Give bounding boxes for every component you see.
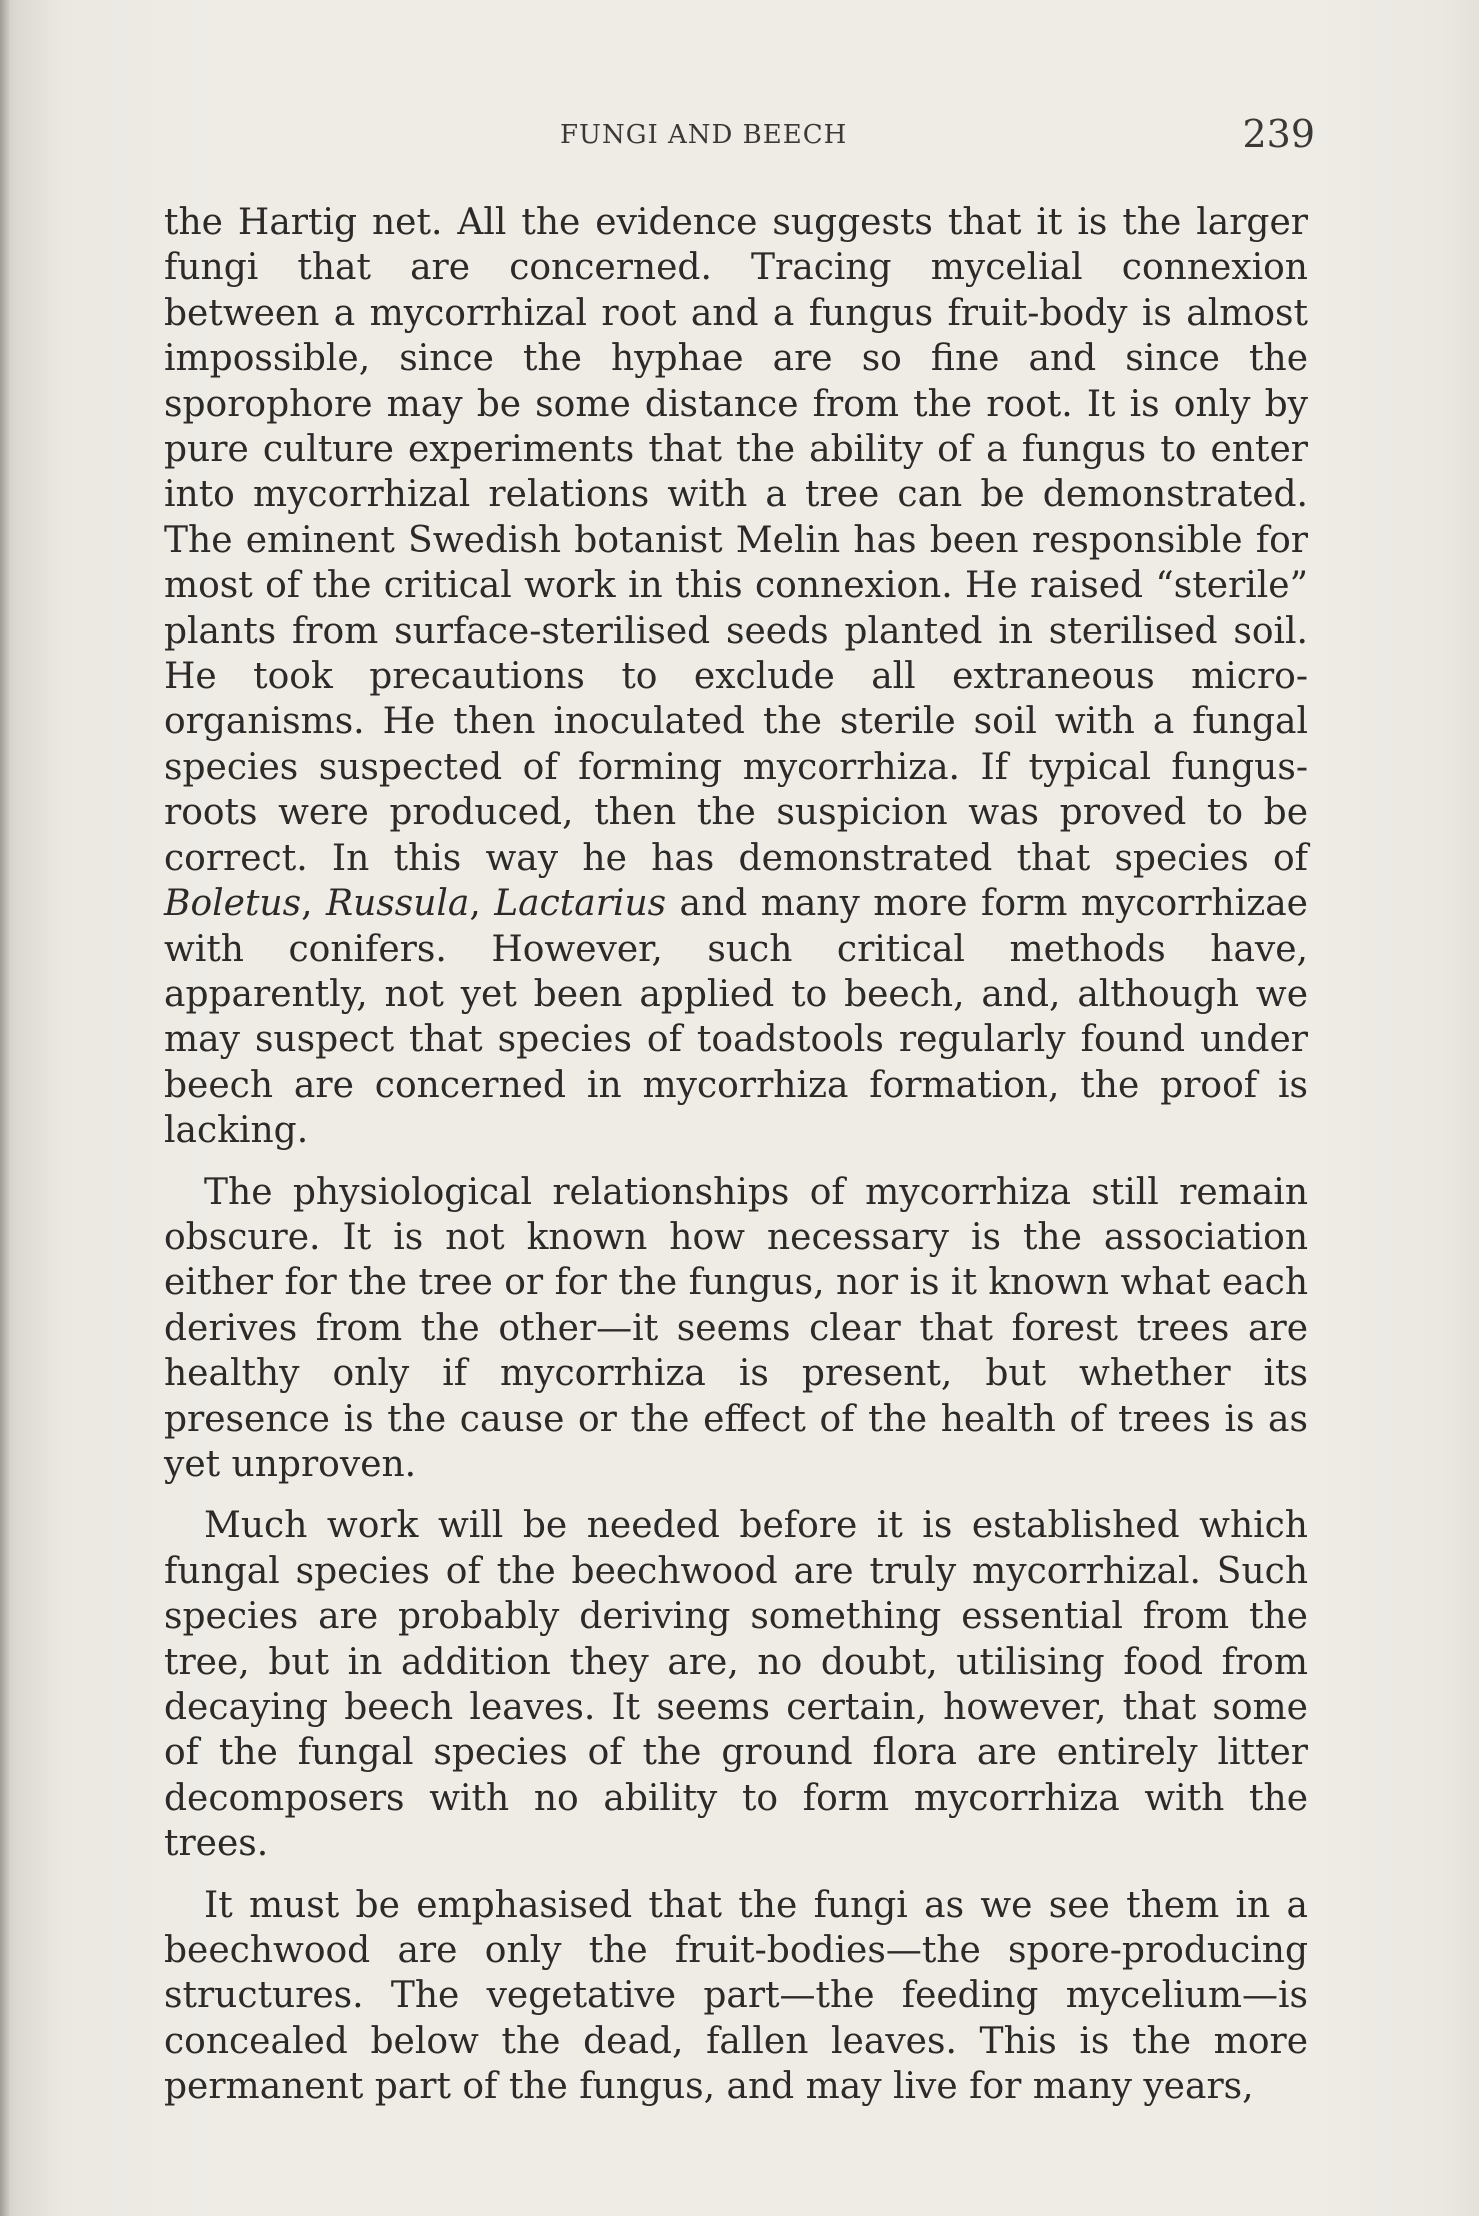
paragraph: The physiological relationships of mycorrhiza still remain obscure. It is not known how necessary is the association either for the tree or for the fungus, nor is it known what each derives from the other—it seems clear that forest trees are healthy only if mycorrhiza is present, but whether its presence is the cause or the effect of the health of trees is as yet unproven. [164,1171,1308,1485]
paragraph: It must be emphasised that the fungi as we see them in a beechwood are only the fruit-bodies—the spore-producing structures. The vegetative part—the feeding mycelium—is concealed below the dead, fallen leaves. This is the more permanent part of the fungus, and may live for many years, [164,1884,1308,2108]
running-head: FUNGI AND BEECH [560,120,848,150]
page-number: 239 [1242,112,1315,156]
paragraph: Much work will be needed before it is established which fungal species of the beechwood are truly mycorrhizal. Such species are probably deriving something essential from the tree, but in addition they are, no doubt, utilising food from decaying beech leaves. It seems certain, however, that some of the fungal species of the ground flora are entirely litter decomposers with no ability to form mycorrhiza with the trees. [164,1505,1308,1865]
paragraph: the Hartig net. All the evidence suggests that it is the larger fungi that are concerned. Tracing mycelial connexion between a mycorrhizal root and a fungus fruit-body is almost impossible, since the hyphae are so fine and since the sporophore may be some distance from the root. It is only by pure culture experiments that the ability of a fungus to enter into mycorrhizal relations with a tree can be demonstrated. The eminent Swedish botanist Melin has been responsible for most of the critical work in this connexion. He raised “sterile” plants from surface-sterilised seeds planted in sterilised soil. He took precautions to exclude all extraneous micro-organisms. He then inoculated the sterile soil with a fungal species suspected of forming mycorrhiza. If typical fungus-roots were produced, then the suspicion was proved to be correct. In this way he has demonstrated that species of Boletus, Russula, Lactarius and many more form mycorrhizae with conifers. However, such critical methods have, apparently, not yet been applied to beech, and, although we may suspect that species of toadstools regularly found under beech are concerned in mycorrhiza formation, the proof is lacking. [164,202,1308,1152]
gutter-shadow [0,0,10,2216]
body-text [164,200,1308,2110]
